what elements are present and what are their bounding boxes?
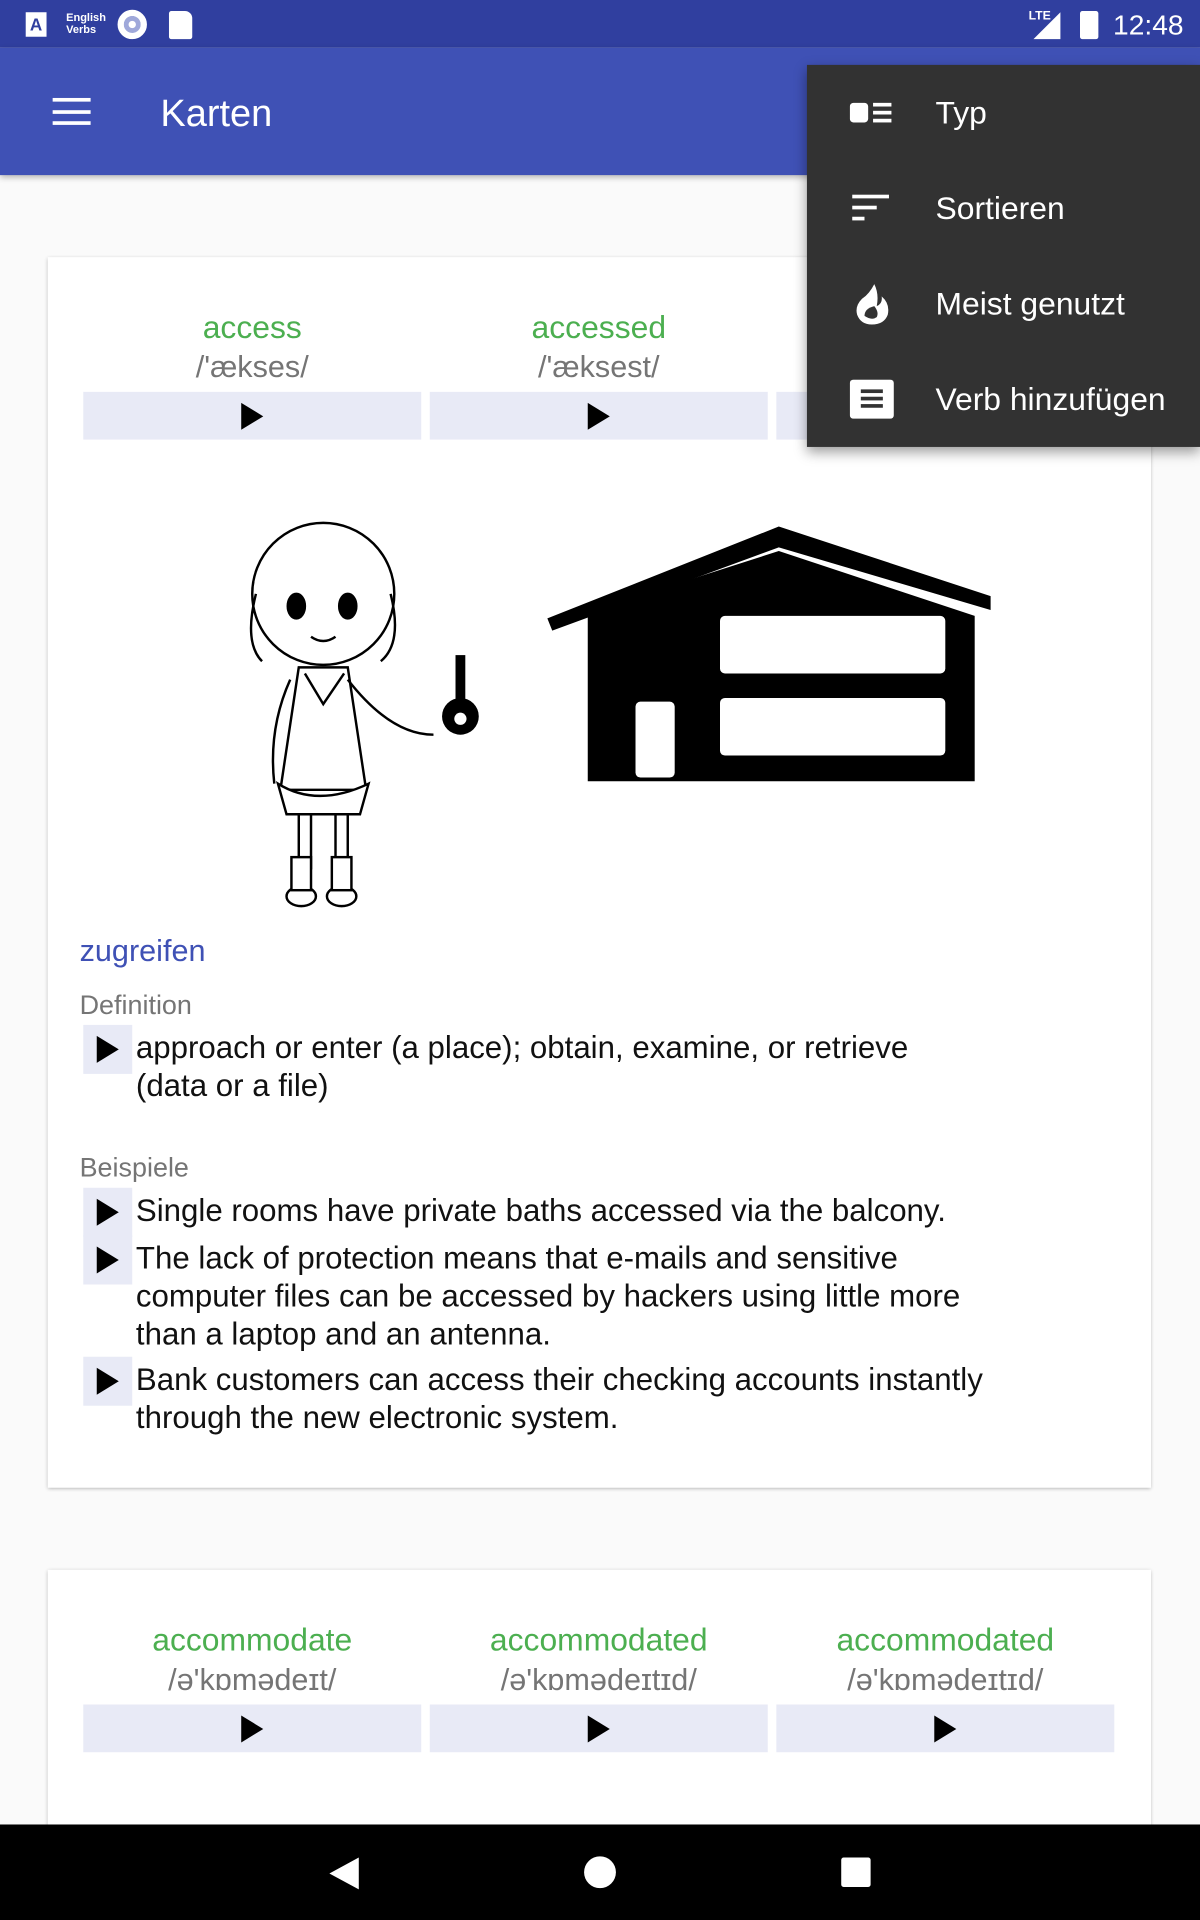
girl-figure	[251, 523, 433, 906]
signal-icon: LTE	[1028, 9, 1051, 24]
sd-card-icon	[169, 11, 192, 39]
example-text: Single rooms have private baths accessed via the balcony.	[135, 1193, 946, 1229]
play-example-button[interactable]	[83, 1357, 132, 1406]
menu-item-sortieren[interactable]	[807, 160, 1200, 256]
hamburger-menu-icon[interactable]	[53, 98, 91, 125]
play-example-button[interactable]	[83, 1188, 132, 1237]
key-icon	[442, 655, 479, 735]
status-bar	[0, 0, 1200, 48]
verb-form	[430, 309, 768, 440]
navigation-bar	[0, 1824, 1200, 1920]
play-example-button[interactable]	[83, 1236, 132, 1285]
signal-bars-icon	[1033, 12, 1060, 39]
play-icon	[97, 1199, 119, 1226]
verb-phonetic: /ə'kɒmədeɪtɪd/	[500, 1662, 697, 1698]
verb-word: accommodated	[836, 1621, 1055, 1658]
play-icon	[97, 1368, 119, 1395]
verb-phonetic: /'ækses/	[195, 350, 309, 385]
examples-label: Beispiele	[79, 1152, 189, 1183]
illustration	[231, 520, 990, 918]
verb-word: accommodate	[152, 1621, 353, 1658]
play-button[interactable]	[776, 1704, 1114, 1752]
flame-icon	[849, 282, 893, 326]
definition-label: Definition	[79, 989, 192, 1021]
menu-item-typ[interactable]	[807, 65, 1200, 161]
add-note-icon	[849, 380, 893, 419]
verb-word: accessed	[531, 308, 667, 346]
verb-form	[430, 1621, 768, 1752]
page-title: Karten	[160, 91, 273, 135]
play-icon	[588, 402, 610, 429]
english-verbs-icon: English Verbs	[66, 11, 106, 36]
overflow-menu	[807, 65, 1200, 447]
play-button[interactable]	[430, 392, 768, 440]
garage-icon	[547, 527, 990, 782]
home-icon[interactable]	[584, 1856, 616, 1888]
sort-icon	[849, 192, 893, 224]
play-icon	[97, 1036, 119, 1063]
menu-item-label: Meist genutzt	[935, 284, 1125, 322]
verb-form	[83, 309, 421, 440]
play-button[interactable]	[430, 1704, 768, 1752]
play-icon	[241, 1715, 263, 1742]
menu-item-verb-hinzufuegen[interactable]	[807, 351, 1200, 447]
verb-word: accommodated	[489, 1621, 708, 1658]
verb-form	[776, 1621, 1114, 1752]
verb-word: access	[202, 308, 302, 346]
menu-item-meist-genutzt[interactable]	[807, 256, 1200, 352]
play-icon	[97, 1247, 119, 1274]
verb-form	[83, 1621, 421, 1752]
definition-text: approach or enter (a place); obtain, examine, or retrieve (data or a file)	[135, 1031, 909, 1104]
play-button[interactable]	[83, 1704, 421, 1752]
back-icon[interactable]	[329, 1858, 358, 1890]
example-text: The lack of protection means that e-mails and sensitive computer files can be accessed by hackers using little more than a laptop and an antenna.	[135, 1241, 961, 1352]
verb-phonetic: /ə'kɒmədeɪtɪd/	[847, 1662, 1044, 1698]
circle-icon	[118, 10, 147, 39]
verb-phonetic: /'æksest/	[538, 350, 660, 385]
play-button[interactable]	[83, 392, 421, 440]
menu-item-label: Verb hinzufügen	[935, 380, 1166, 417]
app-a-icon: A	[26, 12, 47, 36]
play-definition-button[interactable]	[83, 1025, 132, 1074]
menu-item-label: Sortieren	[935, 189, 1065, 226]
menu-item-label: Typ	[935, 93, 987, 131]
recents-icon[interactable]	[841, 1858, 870, 1887]
verb-phonetic: /ə'kɒmədeɪt/	[168, 1662, 337, 1698]
play-icon	[588, 1715, 610, 1742]
clock: 12:48	[1113, 8, 1184, 41]
example-text: Bank customers can access their checking accounts instantly through the new electronic system.	[135, 1362, 983, 1436]
play-icon	[934, 1715, 956, 1742]
translation: zugreifen	[79, 934, 206, 969]
view-type-icon	[849, 100, 893, 124]
battery-charging-icon	[1080, 11, 1098, 39]
play-icon	[241, 402, 263, 429]
